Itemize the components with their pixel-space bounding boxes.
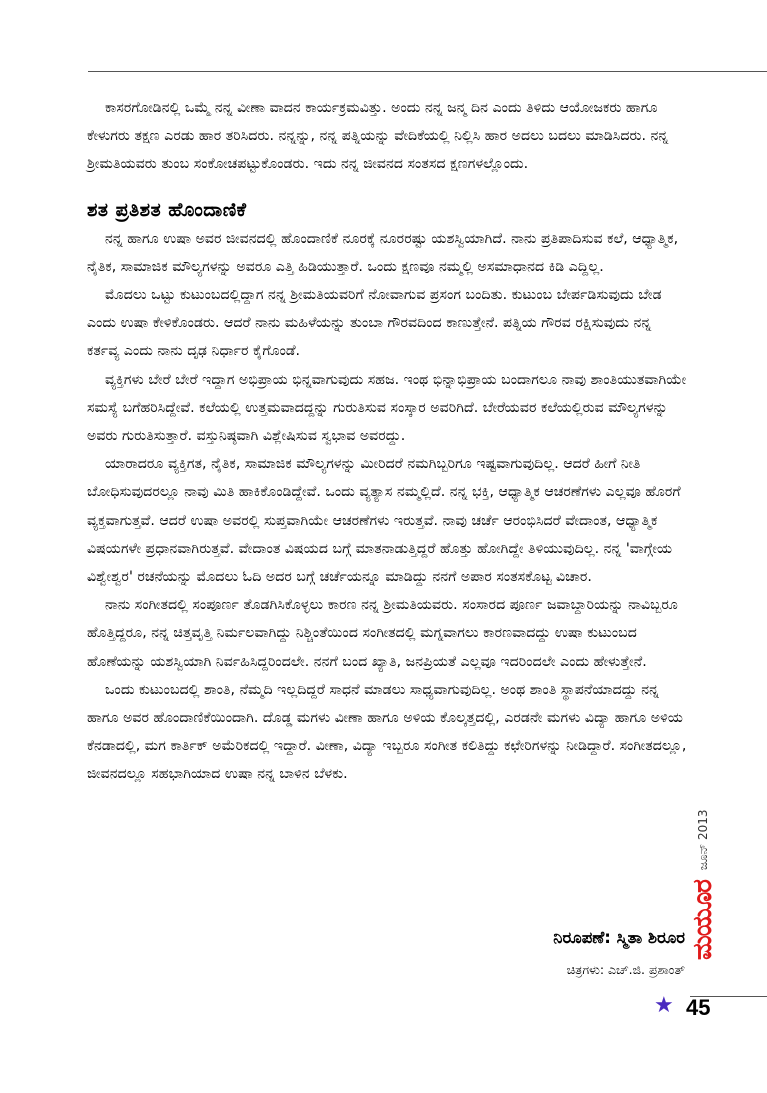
magazine-logo: ಮಯೂರ: [687, 880, 718, 960]
top-rule: [88, 71, 767, 72]
body-paragraph: ನನ್ನ ಹಾಗೂ ಉಷಾ ಅವರ ಜೀವನದಲ್ಲಿ ಹೊಂದಾಣಿಕೆ ನೂರಕ್ಕೆ ನೂರರಷ್ಟು ಯಶಸ್ವಿಯಾಗಿದೆ. ನಾನು ಪ್ರತಿಪಾದಿಸುವ ಕಲೆ, ಆಧ್ಯಾತ್ಮಿಕ, ನೈತಿಕ, ಸಾಮಾಜಿಕ ಮೌಲ್ಯಗಳನ್ನು ಅವರೂ ಎತ್ತಿ ಹಿಡಿಯುತ್ತಾರೆ. ಒಂದು ಕ್ಷಣವೂ ನಮ್ಮಲ್ಲಿ ಅಸಮಾಧಾನದ ಕಿಡಿ ಎದ್ದಿಲ್ಲ.: [87, 230, 679, 275]
photo-credit: ಚಿತ್ರಗಳು: ಎಚ್.ಜಿ. ಪ್ರಶಾಂತ್: [566, 962, 685, 977]
byline: ನಿರೂಪಣೆ: ಸ್ಮಿತಾ ಶಿರೂರ: [553, 928, 685, 947]
star-icon: ★: [654, 993, 674, 1018]
body-paragraph: ವ್ಯಕ್ತಿಗಳು ಬೇರೆ ಬೇರೆ ಇದ್ದಾಗ ಅಭಿಪ್ರಾಯ ಭಿನ್ನವಾಗುವುದು ಸಹಜ. ಇಂಥ ಭಿನ್ನಾಭಿಪ್ರಾಯ ಬಂದಾಗಲೂ ನಾವು ಶಾಂತಿಯುತವಾಗಿಯೇ ಸಮಸ್ಯೆ ಬಗೆಹರಿಸಿದ್ದೇವೆ. ಕಲೆಯಲ್ಲಿ ಉತ್ತಮವಾದದ್ದನ್ನು ಗುರುತಿಸುವ ಸಂಸ್ಕಾರ ಅವರಿಗಿದೆ. ಬೇರೆಯವರ ಕಲೆಯಲ್ಲಿರುವ ಮೌಲ್ಯಗಳನ್ನು ಅವರು ಗುರುತಿಸುತ್ತಾರೆ. ವಸ್ತುನಿಷ್ಠವಾಗಿ ವಿಶ್ಲೇಷಿಸುವ ಸ್ವಭಾವ ಅವರದ್ದು.: [87, 371, 687, 445]
section-heading: ಶತ ಪ್ರತಿಶತ ಹೊಂದಾಣಿಕೆ: [87, 198, 247, 221]
body-paragraph: ನಾನು ಸಂಗೀತದಲ್ಲಿ ಸಂಪೂರ್ಣ ತೊಡಗಿಸಿಕೊಳ್ಳಲು ಕಾರಣ ನನ್ನ ಶ್ರೀಮತಿಯವರು. ಸಂಸಾರದ ಪೂರ್ಣ ಜವಾಬ್ದಾರಿಯನ್ನು ನಾವಿಬ್ಬರೂ ಹೊತ್ತಿದ್ದರೂ, ನನ್ನ ಚಿತ್ತವೃತ್ತಿ ನಿರ್ಮಲವಾಗಿದ್ದು ನಿಶ್ಚಿಂತೆಯಿಂದ ಸಂಗೀತದಲ್ಲಿ ಮಗ್ನವಾಗಲು ಕಾರಣವಾದದ್ದು ಉಷಾ ಕುಟುಂಬದ ಹೊಣೆಯನ್ನು ಯಶಸ್ವಿಯಾಗಿ ನಿರ್ವಹಿಸಿದ್ದರಿಂದಲೇ. ನನಗೆ ಬಂದ ಖ್ಯಾತಿ, ಜನಪ್ರಿಯತೆ ಎಲ್ಲವೂ ಇದರಿಂದಲೇ ಎಂದು ಹೇಳುತ್ತೇನೆ.: [87, 597, 678, 670]
magazine-side-label: [683, 800, 723, 960]
article-body: [87, 94, 687, 789]
page-number: 45: [686, 995, 711, 1020]
body-paragraph: ಮೊದಲು ಒಟ್ಟು ಕುಟುಂಬದಲ್ಲಿದ್ದಾಗ ನನ್ನ ಶ್ರೀಮತಿಯವರಿಗೆ ನೋವಾಗುವ ಪ್ರಸಂಗ ಬಂದಿತು. ಕುಟುಂಬ ಬೇರ್ಪಡಿಸುವುದು ಬೇಡ ಎಂದು ಉಷಾ ಕೇಳಿಕೊಂಡರು. ಆದರೆ ನಾನು ಮಹಿಳೆಯನ್ನು ತುಂಬಾ ಗೌರವದಿಂದ ಕಾಣುತ್ತೇನೆ. ಪತ್ನಿಯ ಗೌರವ ರಕ್ಷಿಸುವುದು ನನ್ನ ಕರ್ತವ್ಯ ಎಂದು ನಾನು ದೃಢ ನಿರ್ಧಾರ ಕೈಗೊಂಡೆ.: [87, 287, 662, 360]
intro-paragraph: ಕಾಸರಗೋಡಿನಲ್ಲಿ ಒಮ್ಮೆ ನನ್ನ ವೀಣಾ ವಾದನ ಕಾರ್ಯಕ್ರಮವಿತ್ತು. ಅಂದು ನನ್ನ ಜನ್ಮ ದಿನ ಎಂದು ತಿಳಿದು ಆಯೋಜಕರು ಹಾಗೂ ಕೇಳುಗರು ತಕ್ಷಣ ಎರಡು ಹಾರ ತರಿಸಿದರು. ನನ್ನನ್ನು, ನನ್ನ ಪತ್ನಿಯನ್ನು ವೇದಿಕೆಯಲ್ಲಿ ನಿಲ್ಲಿಸಿ ಹಾರ ಅದಲು ಬದಲು ಮಾಡಿಸಿದರು. ನನ್ನ ಶ್ರೀಮತಿಯವರು ತುಂಬ ಸಂಕೋಚಪಟ್ಟುಕೊಂಡರು. ಇದು ನನ್ನ ಜೀವನದ ಸಂತಸದ ಕ್ಷಣಗಳಲ್ಲೊಂದು.: [87, 100, 669, 173]
body-paragraph: ಯಾರಾದರೂ ವ್ಯಕ್ತಿಗತ, ನೈತಿಕ, ಸಾಮಾಜಿಕ ಮೌಲ್ಯಗಳನ್ನು ಮೀರಿದರೆ ನಮಗಿಬ್ಬರಿಗೂ ಇಷ್ಟವಾಗುವುದಿಲ್ಲ. ಆದರೆ ಹೀಗೆ ನೀತಿ ಬೋಧಿಸುವುದರಲ್ಲೂ ನಾವು ಮಿತಿ ಹಾಕಿಕೊಂಡಿದ್ದೇವೆ. ಒಂದು ವ್ಯತ್ಯಾಸ ನಮ್ಮಲ್ಲಿದೆ. ನನ್ನ ಭಕ್ತಿ, ಆಧ್ಯಾತ್ಮಿಕ ಆಚರಣೆಗಳು ಎಲ್ಲವೂ ಹೊರಗೆ ವ್ಯಕ್ತವಾಗುತ್ತವೆ. ಆದರೆ ಉಷಾ ಅವರಲ್ಲಿ ಸುಪ್ತವಾಗಿಯೇ ಆಚರಣೆಗಳು ಇರುತ್ತವೆ. ನಾವು ಚರ್ಚೆ ಆರಂಭಿಸಿದರೆ ವೇದಾಂತ, ಆಧ್ಯಾತ್ಮಿಕ ವಿಷಯಗಳೇ ಪ್ರಧಾನವಾಗಿರುತ್ತವೆ. ವೇದಾಂತ ವಿಷಯದ ಬಗ್ಗೆ ಮಾತನಾಡುತ್ತಿದ್ದರೆ ಹೊತ್ತು ಹೋಗಿದ್ದೇ ತಿಳಿಯುವುದಿಲ್ಲ. ನನ್ನ 'ವಾಗ್ಗೇಯ ವಿಶ್ವೇಶ್ವರ' ರಚನೆಯನ್ನು ಮೊದಲು ಓದಿ ಅದರ ಬಗ್ಗೆ ಚರ್ಚೆಯನ್ನೂ ಮಾಡಿದ್ದು ನನಗೆ ಅಪಾರ ಸಂತಸಕೊಟ್ಟ ವಿಚಾರ.: [87, 456, 681, 586]
issue-date: ಜೂನ್ 2013: [695, 809, 710, 871]
body-paragraph: ಒಂದು ಕುಟುಂಬದಲ್ಲಿ ಶಾಂತಿ, ನೆಮ್ಮದಿ ಇಲ್ಲದಿದ್ದರೆ ಸಾಧನೆ ಮಾಡಲು ಸಾಧ್ಯವಾಗುವುದಿಲ್ಲ. ಅಂಥ ಶಾಂತಿ ಸ್ಥಾಪನೆಯಾದದ್ದು ನನ್ನ ಹಾಗೂ ಅವರ ಹೊಂದಾಣಿಕೆಯಿಂದಾಗಿ. ದೊಡ್ಡ ಮಗಳು ವೀಣಾ ಹಾಗೂ ಅಳಿಯ ಕೊಲ್ಕತ್ತದಲ್ಲಿ, ಎರಡನೇ ಮಗಳು ವಿದ್ಯಾ ಹಾಗೂ ಅಳಿಯ ಕೆನಡಾದಲ್ಲಿ, ಮಗ ಕಾರ್ತಿಕ್ ಅಮೆರಿಕದಲ್ಲಿ ಇದ್ದಾರೆ. ವೀಣಾ, ವಿದ್ಯಾ ಇಬ್ಬರೂ ಸಂಗೀತ ಕಲಿತಿದ್ದು ಕಛೇರಿಗಳನ್ನು ನೀಡಿದ್ದಾರೆ. ಸಂಗೀತದಲ್ಲೂ, ಜೀವನದಲ್ಲೂ ಸಹಭಾಗಿಯಾದ ಉಷಾ ನನ್ನ ಬಾಳಿನ ಬೆಳಕು.: [87, 681, 687, 783]
